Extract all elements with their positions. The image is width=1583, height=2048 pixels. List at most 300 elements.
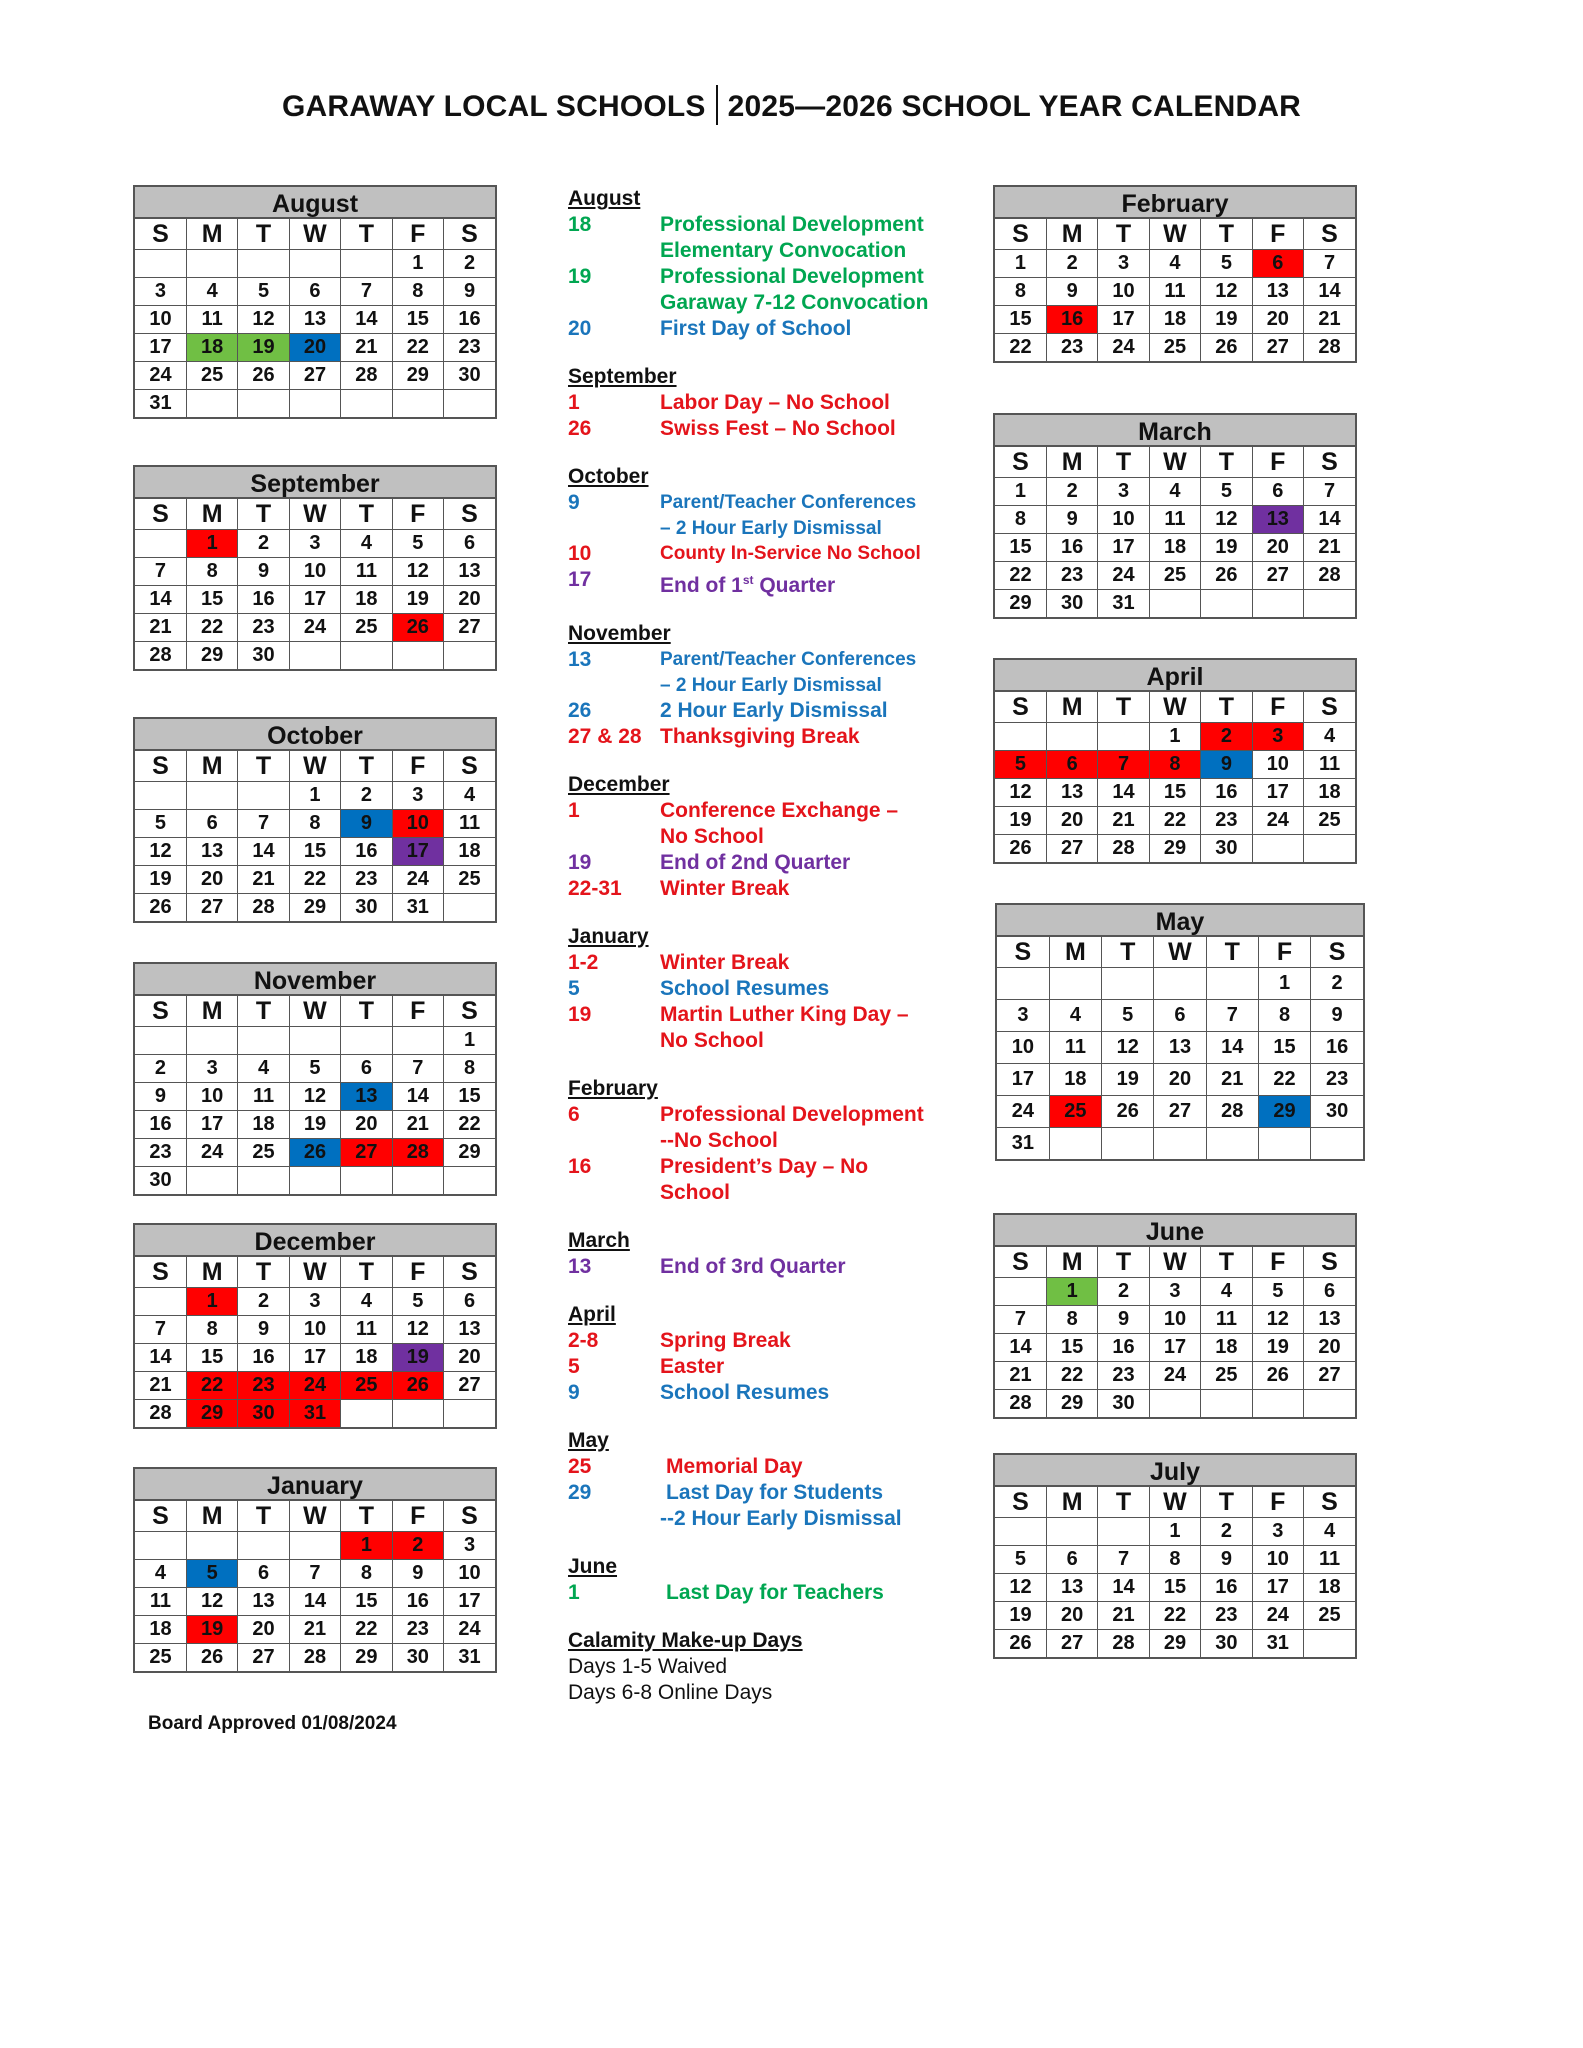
day-cell: 23 bbox=[1201, 807, 1252, 835]
day-cell: 21 bbox=[392, 1111, 443, 1139]
event-description: Garaway 7-12 Convocation bbox=[660, 291, 929, 314]
day-cell: 15 bbox=[1258, 1032, 1310, 1064]
month-header: December bbox=[135, 1225, 495, 1257]
weekday-label: W bbox=[289, 219, 340, 250]
calamity-line: Days 6-8 Online Days bbox=[568, 1681, 773, 1704]
day-cell: 11 bbox=[1049, 1032, 1101, 1064]
event-date bbox=[568, 1506, 660, 1532]
weekday-label: S bbox=[135, 1257, 186, 1288]
day-cell: 27 bbox=[1154, 1096, 1206, 1128]
day-cell: 7 bbox=[1098, 1546, 1149, 1574]
day-cell: 27 bbox=[186, 894, 237, 922]
event-description: Professional Development bbox=[660, 265, 924, 288]
day-cell: 8 bbox=[1149, 1546, 1200, 1574]
day-cell: 4 bbox=[1049, 1000, 1101, 1032]
day-cell: 30 bbox=[1046, 590, 1097, 618]
day-cell: 26 bbox=[1201, 334, 1252, 362]
day-cell: 17 bbox=[1149, 1334, 1200, 1362]
event-month-heading: August bbox=[568, 187, 641, 210]
weekday-label: M bbox=[1049, 937, 1101, 968]
day-cell: 8 bbox=[186, 558, 237, 586]
day-cell: 9 bbox=[1311, 1000, 1363, 1032]
day-cell: 24 bbox=[289, 1372, 340, 1400]
day-cell: 1 bbox=[341, 1532, 392, 1560]
month-header: August bbox=[135, 187, 495, 219]
day-cell: 18 bbox=[1304, 1574, 1355, 1602]
day-cell: 8 bbox=[1046, 1306, 1097, 1334]
day-cell: 21 bbox=[135, 614, 186, 642]
event-description: --No School bbox=[660, 1129, 778, 1152]
day-cell: 24 bbox=[444, 1616, 495, 1644]
empty-day-cell bbox=[1311, 1128, 1363, 1160]
weekday-label: S bbox=[135, 219, 186, 250]
event-item bbox=[568, 876, 968, 902]
day-cell: 17 bbox=[1252, 779, 1303, 807]
event-description: School bbox=[660, 1181, 731, 1204]
day-cell: 11 bbox=[341, 1316, 392, 1344]
day-cell: 3 bbox=[186, 1055, 237, 1083]
day-cell: 11 bbox=[238, 1083, 289, 1111]
event-item bbox=[568, 1354, 968, 1380]
day-cell: 1 bbox=[444, 1027, 495, 1055]
day-cell: 18 bbox=[135, 1616, 186, 1644]
empty-day-cell bbox=[1304, 835, 1355, 863]
event-item bbox=[568, 416, 968, 442]
day-cell: 4 bbox=[1304, 723, 1355, 751]
day-cell: 17 bbox=[289, 1344, 340, 1372]
day-cell: 22 bbox=[1149, 807, 1200, 835]
month-header: March bbox=[995, 415, 1355, 447]
event-description: Martin Luther King Day – bbox=[660, 1003, 909, 1026]
event-date: 13 bbox=[568, 1255, 592, 1278]
day-cell: 15 bbox=[186, 1344, 237, 1372]
day-cell: 31 bbox=[1098, 590, 1149, 618]
day-cell: 17 bbox=[1098, 306, 1149, 334]
day-cell: 24 bbox=[1098, 562, 1149, 590]
day-cell: 19 bbox=[392, 586, 443, 614]
day-cell: 13 bbox=[1154, 1032, 1206, 1064]
day-cell: 30 bbox=[238, 642, 289, 670]
day-cell: 25 bbox=[341, 1372, 392, 1400]
day-cell: 24 bbox=[1252, 1602, 1303, 1630]
day-cell: 10 bbox=[1252, 1546, 1303, 1574]
event-item bbox=[568, 950, 968, 976]
day-cell: 13 bbox=[1046, 1574, 1097, 1602]
empty-day-cell bbox=[1098, 723, 1149, 751]
empty-day-cell bbox=[1201, 590, 1252, 618]
day-cell: 26 bbox=[289, 1139, 340, 1167]
empty-day-cell bbox=[135, 250, 186, 278]
empty-day-cell bbox=[186, 1027, 237, 1055]
day-cell: 14 bbox=[1304, 506, 1355, 534]
event-description: Last Day for Students bbox=[666, 1481, 884, 1504]
day-cell: 18 bbox=[341, 586, 392, 614]
weekday-label: S bbox=[444, 996, 495, 1027]
day-cell: 15 bbox=[341, 1588, 392, 1616]
weekday-label: T bbox=[238, 996, 289, 1027]
event-item bbox=[568, 976, 968, 1002]
day-cell: 25 bbox=[238, 1139, 289, 1167]
event-description: Parent/Teacher Conferences bbox=[660, 492, 917, 513]
event-date: 25 bbox=[568, 1455, 592, 1478]
day-cell: 16 bbox=[444, 306, 495, 334]
calendar-august bbox=[133, 185, 497, 419]
weekday-label: T bbox=[1206, 937, 1258, 968]
event-description: School Resumes bbox=[660, 1381, 830, 1404]
day-cell: 9 bbox=[1201, 1546, 1252, 1574]
day-cell: 24 bbox=[1252, 807, 1303, 835]
weekday-label: W bbox=[1149, 219, 1200, 250]
day-cell: 5 bbox=[995, 1546, 1046, 1574]
empty-day-cell bbox=[289, 1027, 340, 1055]
day-cell: 9 bbox=[1098, 1306, 1149, 1334]
event-description: Last Day for Teachers bbox=[666, 1581, 884, 1604]
event-item bbox=[568, 1102, 968, 1128]
day-cell: 23 bbox=[1098, 1362, 1149, 1390]
event-item bbox=[568, 264, 968, 290]
empty-day-cell bbox=[1149, 590, 1200, 618]
event-item bbox=[568, 212, 968, 238]
day-cell: 17 bbox=[1098, 534, 1149, 562]
day-cell: 7 bbox=[1098, 751, 1149, 779]
day-cell: 2 bbox=[444, 250, 495, 278]
day-cell: 28 bbox=[1098, 835, 1149, 863]
day-cell: 31 bbox=[392, 894, 443, 922]
event-description: School Resumes bbox=[660, 977, 830, 1000]
day-cell: 19 bbox=[1252, 1334, 1303, 1362]
day-cell: 25 bbox=[1149, 334, 1200, 362]
day-cell: 24 bbox=[1149, 1362, 1200, 1390]
day-cell: 5 bbox=[1201, 478, 1252, 506]
calendar-october bbox=[133, 717, 497, 923]
day-cell: 7 bbox=[341, 278, 392, 306]
day-cell: 15 bbox=[1149, 779, 1200, 807]
weekday-label: S bbox=[444, 499, 495, 530]
day-cell: 9 bbox=[1046, 506, 1097, 534]
day-cell: 11 bbox=[1201, 1306, 1252, 1334]
day-cell: 14 bbox=[1098, 779, 1149, 807]
event-description: Labor Day – No School bbox=[660, 391, 890, 414]
event-date: 19 bbox=[568, 1003, 592, 1026]
empty-day-cell bbox=[341, 250, 392, 278]
day-cell: 12 bbox=[1201, 278, 1252, 306]
event-description: Thanksgiving Break bbox=[660, 725, 860, 748]
event-item bbox=[568, 490, 968, 516]
empty-day-cell bbox=[186, 390, 237, 418]
day-cell: 18 bbox=[1304, 779, 1355, 807]
day-cell: 23 bbox=[238, 614, 289, 642]
day-cell: 9 bbox=[135, 1083, 186, 1111]
day-cell: 27 bbox=[444, 1372, 495, 1400]
event-item bbox=[568, 541, 968, 567]
event-item bbox=[568, 1380, 968, 1406]
day-cell: 6 bbox=[1046, 751, 1097, 779]
day-cell: 25 bbox=[1304, 807, 1355, 835]
day-cell: 16 bbox=[135, 1111, 186, 1139]
day-cell: 31 bbox=[289, 1400, 340, 1428]
empty-day-cell bbox=[1046, 723, 1097, 751]
day-cell: 12 bbox=[186, 1588, 237, 1616]
event-month-heading: October bbox=[568, 465, 649, 488]
day-cell: 26 bbox=[186, 1644, 237, 1672]
day-cell: 7 bbox=[238, 810, 289, 838]
day-cell: 10 bbox=[135, 306, 186, 334]
day-cell: 20 bbox=[444, 586, 495, 614]
weekday-label: F bbox=[392, 751, 443, 782]
weekday-label: W bbox=[289, 499, 340, 530]
day-cell: 20 bbox=[444, 1344, 495, 1372]
day-cell: 19 bbox=[289, 1111, 340, 1139]
day-cell: 6 bbox=[1304, 1278, 1355, 1306]
day-cell: 22 bbox=[1258, 1064, 1310, 1096]
day-cell: 24 bbox=[997, 1096, 1049, 1128]
event-date: 19 bbox=[568, 265, 592, 288]
day-cell: 15 bbox=[186, 586, 237, 614]
day-cell: 21 bbox=[135, 1372, 186, 1400]
empty-day-cell bbox=[995, 1278, 1046, 1306]
day-cell: 20 bbox=[186, 866, 237, 894]
day-cell: 15 bbox=[1046, 1334, 1097, 1362]
day-cell: 11 bbox=[1304, 751, 1355, 779]
day-cell: 8 bbox=[341, 1560, 392, 1588]
weekday-label: M bbox=[186, 219, 237, 250]
day-cell: 12 bbox=[392, 558, 443, 586]
day-cell: 19 bbox=[1201, 306, 1252, 334]
day-cell: 12 bbox=[289, 1083, 340, 1111]
day-cell: 1 bbox=[1258, 968, 1310, 1000]
day-cell: 21 bbox=[1098, 807, 1149, 835]
event-item bbox=[568, 1254, 968, 1280]
event-description: End of 3rd Quarter bbox=[660, 1255, 846, 1278]
day-cell: 23 bbox=[1201, 1602, 1252, 1630]
event-date: 1 bbox=[568, 1581, 580, 1604]
weekday-label: T bbox=[1098, 692, 1149, 723]
day-cell: 3 bbox=[289, 530, 340, 558]
empty-day-cell bbox=[238, 390, 289, 418]
event-date: 17 bbox=[568, 568, 592, 591]
day-cell: 28 bbox=[1206, 1096, 1258, 1128]
calendar-february bbox=[993, 185, 1357, 363]
empty-day-cell bbox=[997, 968, 1049, 1000]
weekday-label: F bbox=[1252, 219, 1303, 250]
day-cell: 2 bbox=[392, 1532, 443, 1560]
day-cell: 7 bbox=[289, 1560, 340, 1588]
day-cell: 9 bbox=[1201, 751, 1252, 779]
day-cell: 1 bbox=[186, 530, 237, 558]
day-cell: 19 bbox=[1102, 1064, 1154, 1096]
day-cell: 1 bbox=[1149, 723, 1200, 751]
day-cell: 21 bbox=[1098, 1602, 1149, 1630]
weekday-label: M bbox=[1046, 219, 1097, 250]
day-cell: 15 bbox=[1149, 1574, 1200, 1602]
day-cell: 1 bbox=[392, 250, 443, 278]
event-date: 19 bbox=[568, 851, 592, 874]
weekday-label: S bbox=[995, 447, 1046, 478]
day-cell: 29 bbox=[995, 590, 1046, 618]
empty-day-cell bbox=[392, 1167, 443, 1195]
day-cell: 12 bbox=[1252, 1306, 1303, 1334]
empty-day-cell bbox=[995, 723, 1046, 751]
day-cell: 22 bbox=[995, 334, 1046, 362]
day-cell: 28 bbox=[1304, 562, 1355, 590]
weekday-label: F bbox=[392, 499, 443, 530]
day-cell: 15 bbox=[995, 306, 1046, 334]
day-cell: 25 bbox=[1149, 562, 1200, 590]
day-cell: 7 bbox=[135, 558, 186, 586]
day-cell: 29 bbox=[444, 1139, 495, 1167]
event-description: No School bbox=[660, 825, 764, 848]
day-cell: 2 bbox=[135, 1055, 186, 1083]
empty-day-cell bbox=[1206, 968, 1258, 1000]
event-description: President’s Day – No bbox=[660, 1155, 869, 1178]
weekday-label: T bbox=[238, 751, 289, 782]
day-cell: 18 bbox=[341, 1344, 392, 1372]
weekday-label: W bbox=[1149, 1487, 1200, 1518]
day-cell: 4 bbox=[186, 278, 237, 306]
month-header: September bbox=[135, 467, 495, 499]
day-cell: 13 bbox=[444, 1316, 495, 1344]
empty-day-cell bbox=[392, 1027, 443, 1055]
calamity-line: Days 1-5 Waived bbox=[568, 1655, 728, 1678]
weekday-label: T bbox=[341, 1257, 392, 1288]
day-cell: 19 bbox=[1201, 534, 1252, 562]
day-cell: 29 bbox=[1149, 835, 1200, 863]
day-cell: 11 bbox=[135, 1588, 186, 1616]
weekday-label: M bbox=[1046, 1487, 1097, 1518]
empty-day-cell bbox=[135, 1288, 186, 1316]
empty-day-cell bbox=[186, 1532, 237, 1560]
day-cell: 6 bbox=[1252, 250, 1303, 278]
day-cell: 2 bbox=[1098, 1278, 1149, 1306]
weekday-label: T bbox=[1098, 219, 1149, 250]
event-date bbox=[568, 824, 660, 850]
empty-day-cell bbox=[186, 782, 237, 810]
event-item bbox=[568, 673, 968, 698]
day-cell: 31 bbox=[135, 390, 186, 418]
day-cell: 25 bbox=[1304, 1602, 1355, 1630]
event-date: 13 bbox=[568, 648, 592, 671]
day-cell: 8 bbox=[995, 278, 1046, 306]
day-cell: 5 bbox=[289, 1055, 340, 1083]
weekday-label: W bbox=[289, 1501, 340, 1532]
event-month-heading: November bbox=[568, 622, 671, 645]
day-cell: 28 bbox=[135, 1400, 186, 1428]
empty-day-cell bbox=[135, 1027, 186, 1055]
day-cell: 4 bbox=[1149, 250, 1200, 278]
day-cell: 30 bbox=[341, 894, 392, 922]
weekday-label: T bbox=[341, 751, 392, 782]
calendar-june bbox=[993, 1213, 1357, 1419]
day-cell: 20 bbox=[1046, 1602, 1097, 1630]
empty-day-cell bbox=[1206, 1128, 1258, 1160]
title-divider bbox=[716, 85, 718, 125]
day-cell: 20 bbox=[1252, 534, 1303, 562]
day-cell: 26 bbox=[238, 362, 289, 390]
day-cell: 1 bbox=[1149, 1518, 1200, 1546]
event-item bbox=[568, 850, 968, 876]
day-cell: 10 bbox=[1149, 1306, 1200, 1334]
empty-day-cell bbox=[995, 1518, 1046, 1546]
day-cell: 9 bbox=[341, 810, 392, 838]
day-cell: 6 bbox=[341, 1055, 392, 1083]
weekday-label: T bbox=[1201, 447, 1252, 478]
day-cell: 4 bbox=[238, 1055, 289, 1083]
day-cell: 15 bbox=[995, 534, 1046, 562]
event-item bbox=[568, 390, 968, 416]
day-cell: 13 bbox=[289, 306, 340, 334]
event-item bbox=[568, 238, 968, 264]
empty-day-cell bbox=[1252, 835, 1303, 863]
weekday-label: S bbox=[444, 1501, 495, 1532]
weekday-label: M bbox=[186, 751, 237, 782]
empty-day-cell bbox=[289, 1532, 340, 1560]
day-cell: 5 bbox=[1102, 1000, 1154, 1032]
day-cell: 12 bbox=[1102, 1032, 1154, 1064]
day-cell: 14 bbox=[1304, 278, 1355, 306]
weekday-label: T bbox=[238, 499, 289, 530]
event-description: County In-Service No School bbox=[660, 543, 921, 564]
day-cell: 7 bbox=[1304, 478, 1355, 506]
day-cell: 16 bbox=[1098, 1334, 1149, 1362]
event-description: Spring Break bbox=[660, 1329, 791, 1352]
day-cell: 6 bbox=[444, 530, 495, 558]
event-date: 29 bbox=[568, 1481, 592, 1504]
event-description: Professional Development bbox=[660, 213, 924, 236]
day-cell: 10 bbox=[186, 1083, 237, 1111]
event-item bbox=[568, 1128, 968, 1154]
weekday-label: S bbox=[1304, 219, 1355, 250]
weekday-label: T bbox=[341, 996, 392, 1027]
empty-day-cell bbox=[1154, 1128, 1206, 1160]
event-date: 6 bbox=[568, 1103, 580, 1126]
day-cell: 27 bbox=[1046, 835, 1097, 863]
weekday-label: S bbox=[1304, 447, 1355, 478]
day-cell: 28 bbox=[289, 1644, 340, 1672]
day-cell: 5 bbox=[392, 1288, 443, 1316]
event-description: Swiss Fest – No School bbox=[660, 417, 896, 440]
day-cell: 17 bbox=[444, 1588, 495, 1616]
weekday-label: S bbox=[995, 1247, 1046, 1278]
day-cell: 13 bbox=[186, 838, 237, 866]
day-cell: 25 bbox=[444, 866, 495, 894]
empty-day-cell bbox=[186, 250, 237, 278]
weekday-label: W bbox=[1149, 692, 1200, 723]
event-date: 16 bbox=[568, 1155, 592, 1178]
day-cell: 22 bbox=[289, 866, 340, 894]
day-cell: 30 bbox=[238, 1400, 289, 1428]
day-cell: 1 bbox=[995, 250, 1046, 278]
day-cell: 5 bbox=[1252, 1278, 1303, 1306]
day-cell: 10 bbox=[997, 1032, 1049, 1064]
day-cell: 26 bbox=[995, 1630, 1046, 1658]
day-cell: 26 bbox=[135, 894, 186, 922]
weekday-label: T bbox=[238, 1501, 289, 1532]
event-description: 2 Hour Early Dismissal bbox=[660, 699, 888, 722]
day-cell: 26 bbox=[995, 835, 1046, 863]
event-month-heading: September bbox=[568, 365, 677, 388]
weekday-label: W bbox=[1154, 937, 1206, 968]
day-cell: 12 bbox=[392, 1316, 443, 1344]
day-cell: 3 bbox=[1149, 1278, 1200, 1306]
empty-day-cell bbox=[1252, 1390, 1303, 1418]
event-date: 9 bbox=[568, 491, 580, 514]
day-cell: 26 bbox=[1102, 1096, 1154, 1128]
day-cell: 7 bbox=[995, 1306, 1046, 1334]
event-month-heading: January bbox=[568, 925, 649, 948]
day-cell: 11 bbox=[341, 558, 392, 586]
day-cell: 29 bbox=[1258, 1096, 1310, 1128]
day-cell: 29 bbox=[1149, 1630, 1200, 1658]
